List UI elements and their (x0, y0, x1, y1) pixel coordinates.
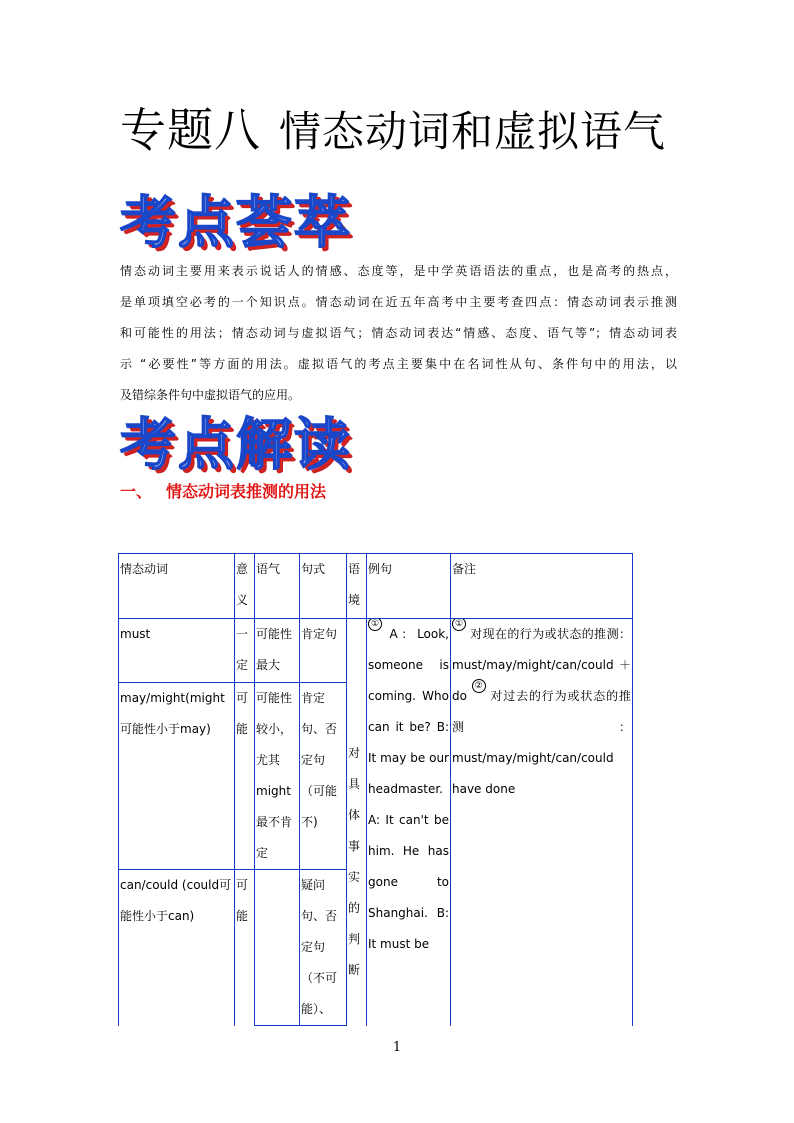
title-rest: 情态动词和虚拟语气 (279, 107, 667, 156)
tone-cell: 可能性较小，尤其might最不肯定 (255, 683, 300, 870)
modal-verbs-table (118, 553, 633, 1026)
circled-number-1-icon: ① (452, 619, 466, 632)
tone-cell (255, 870, 300, 1026)
wordart-heading-kaodian-huicui: 考点荟萃 (120, 191, 352, 256)
page-title (120, 100, 690, 162)
intro-line: 示 “必要性”等方面的用法。虚拟语气的考点主要集中在名词性从句、条件句中的用法，以 (120, 357, 677, 371)
intro-line: 是单项填空必考的一个知识点。情态动词在近五年高考中主要考查四点：情态动词表示推测 (120, 295, 677, 309)
form-cell: 疑问句、否定句（不可能）、 (300, 870, 347, 1026)
tone-cell: 可能性最大 (255, 619, 300, 683)
section-number: 一、 (120, 482, 153, 501)
intro-paragraph (120, 256, 677, 411)
note-text-2: 对过去的行为或状态的推测：must/may/might/can/could have done (452, 689, 631, 796)
header-cell: 意义 (235, 554, 255, 619)
note-text-1: 对现在的行为或状态的推测：must/may/might/can/could＋do (452, 627, 631, 703)
example-text: A：Look, someone is coming. Who can it be? B: It may be our headmaster. A: It can't be him. He has gone to Shanghai. B: It must be (368, 627, 449, 951)
header-cell: 备注 (451, 554, 633, 619)
form-cell: 肯定句 (300, 619, 347, 683)
intro-line: 及错综条件句中虚拟语气的应用。 (120, 388, 301, 402)
modal-cell: must (119, 619, 235, 683)
example-cell (367, 619, 451, 1026)
intro-line: 情态动词主要用来表示说话人的情感、态度等，是中学英语语法的重点，也是高考的热点， (120, 264, 677, 278)
form-cell: 肯定句、否定句（可能不) (300, 683, 347, 870)
meaning-cell: 可能 (235, 683, 255, 870)
context-cell (347, 619, 367, 1026)
section-title: 情态动词表推测的用法 (166, 482, 327, 501)
context-text: 对具体事实的判断 (348, 746, 361, 978)
section-heading (120, 478, 326, 506)
header-cell: 句式 (300, 554, 347, 619)
table-header-row (119, 554, 633, 619)
meaning-cell: 可能 (235, 870, 255, 1026)
circled-number-1-icon: ① (368, 619, 382, 632)
page-number: 1 (392, 1040, 402, 1055)
modal-cell: can/could (could可能性小于can) (119, 870, 235, 1026)
table-row (119, 619, 633, 683)
note-cell (451, 619, 633, 1026)
header-cell: 情态动词 (119, 554, 235, 619)
header-cell: 例句 (367, 554, 451, 619)
modal-cell: may/might(might可能性小于may) (119, 683, 235, 870)
wordart-heading-kaodian-jiedu: 考点解读 (120, 413, 352, 478)
meaning-cell: 一定 (235, 619, 255, 683)
header-cell: 语气 (255, 554, 300, 619)
title-prefix: 专题八 (120, 103, 261, 157)
header-cell: 语境 (347, 554, 367, 619)
intro-line: 和可能性的用法；情态动词与虚拟语气；情态动词表达“情感、态度、语气等”；情态动词表 (120, 326, 677, 340)
circled-number-2-icon: ② (472, 679, 486, 693)
